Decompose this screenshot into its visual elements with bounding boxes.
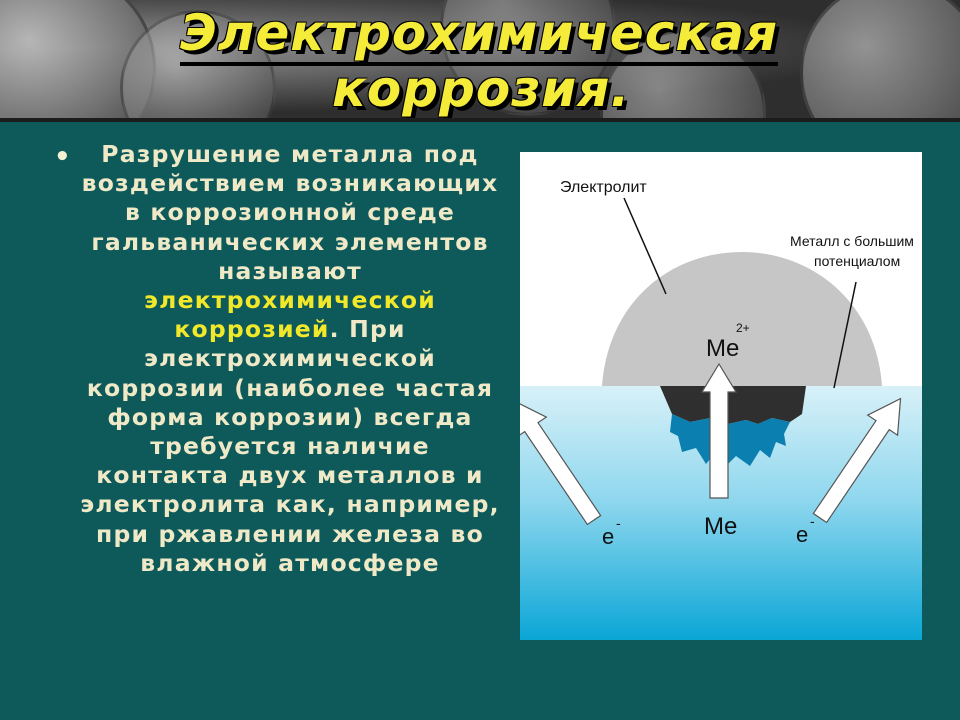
label-ion-charge: 2+	[736, 321, 750, 335]
body-text-part-1: Разрушение металла под воздействием возникающих в коррозионной среде гальванических элементов называют	[81, 140, 499, 285]
title-divider	[0, 118, 960, 122]
label-electron-right-sign: -	[810, 513, 815, 529]
label-ion: Me	[706, 335, 740, 362]
body-paragraph	[80, 140, 500, 578]
label-electrolyte: Электролит	[560, 179, 647, 196]
label-electron-left: e	[602, 524, 615, 549]
label-metal: Me	[704, 513, 738, 540]
label-metal-line-2: потенциалом	[814, 253, 901, 269]
body-highlight: электрохимической коррозией	[144, 286, 436, 344]
bullet-marker: •	[54, 142, 71, 172]
label-electron-left-sign: -	[616, 515, 621, 531]
title-banner	[0, 0, 960, 120]
body-text-part-2: . При электрохимической коррозии (наиболее частая форма коррозии) всегда требуется наличие контакта двух металлов и электролита как, например, при ржавлении железа во влажной атмосфере	[80, 315, 500, 577]
corrosion-diagram	[520, 152, 922, 640]
label-electron-right: e	[796, 522, 809, 547]
label-metal-line-1: Металл с большим	[790, 233, 914, 249]
slide-title-line-1: Электрохимическая	[180, 4, 778, 62]
coin-decoration	[800, 0, 960, 120]
slide-title-line-2: коррозия.	[332, 60, 630, 118]
